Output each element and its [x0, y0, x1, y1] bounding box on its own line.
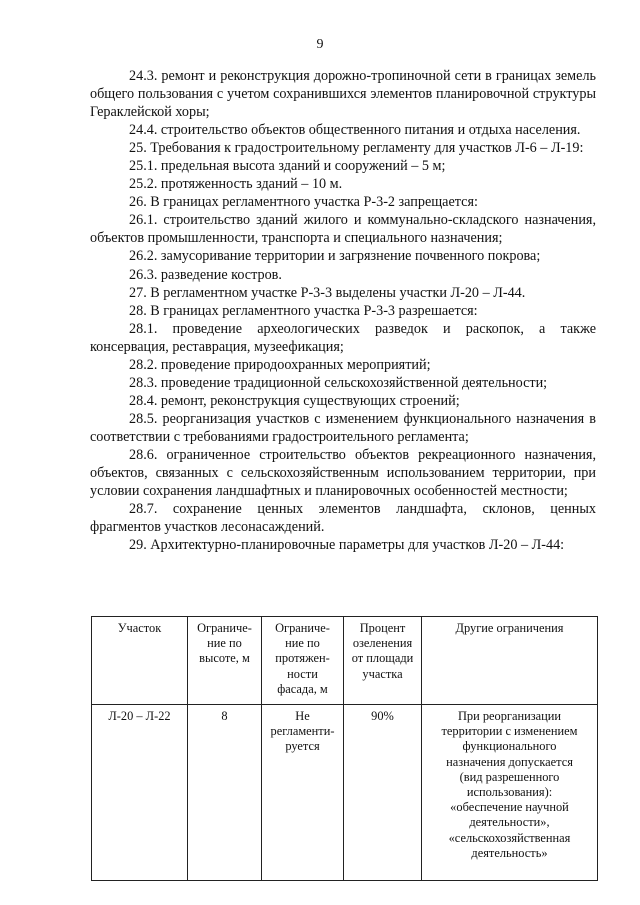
paragraph-28-5: 28.5. реорганизация участков с изменением функционального назначения в соответствии с требованиями градостроительного регламента; [90, 410, 596, 445]
header-plot: Участок [92, 617, 188, 705]
paragraph-28: 28. В границах регламентного участка Р-3-3 разрешается: [129, 302, 478, 319]
paragraph-28-7: 28.7. сохранение ценных элементов ландшафта, склонов, ценных фрагментов участков лесонасаждений. [90, 501, 596, 536]
header-height-limit: Ограниче- ние по высоте, м [188, 617, 262, 705]
header-other-restrictions: Другие ограничения [422, 617, 598, 705]
table-row [92, 705, 598, 881]
cell-height-limit: 8 [188, 705, 262, 881]
paragraph-28-6: 28.6. ограниченное строительство объектов рекреационного назначения, объектов, связанных с сельскохозяйственным использованием территории, при условии сохранения ландшафтных и планировочных особенностей местности; [90, 446, 596, 500]
cell-plot: Л-20 – Л-22 [92, 705, 188, 881]
paragraph-24-4: 24.4. строительство объектов общественного питания и отдыха населения. [129, 122, 581, 139]
paragraph-28-1: 28.1. проведение археологических разведок и раскопок, а также консервация, реставрация, музеефикация; [90, 320, 596, 355]
paragraph-24-3: 24.3. ремонт и реконструкция дорожно-тропиночной сети в границах земель общего пользования с учетом сохранившихся элементов планировочной структуры Гераклейской хоры; [90, 68, 596, 121]
paragraph-26-2: 26.2. замусоривание территории и загрязнение почвенного покрова; [129, 248, 541, 265]
parameters-table [91, 616, 598, 881]
paragraph-28-4: 28.4. ремонт, реконструкция существующих строений; [129, 392, 460, 409]
cell-facade-length-limit: Не регламенти- руется [262, 705, 344, 881]
paragraph-28-2: 28.2. проведение природоохранных мероприятий; [129, 356, 431, 373]
paragraph-25-2: 25.2. протяженность зданий – 10 м. [129, 176, 343, 193]
cell-greening-percent: 90% [344, 705, 422, 881]
paragraph-29: 29. Архитектурно-планировочные параметры для участков Л-20 – Л-44: [129, 537, 565, 554]
table-header-row [92, 617, 598, 705]
paragraph-25: 25. Требования к градостроительному регламенту для участков Л-6 – Л-19: [129, 140, 584, 157]
paragraph-26-1: 26.1. строительство зданий жилого и коммунально-складского назначения, объектов промышленности, транспорта и специального назначения; [90, 212, 596, 247]
paragraph-26: 26. В границах регламентного участка Р-3-2 запрещается: [129, 194, 478, 211]
paragraph-26-3: 26.3. разведение костров. [129, 266, 282, 283]
header-facade-length-limit: Ограниче- ние по протяжен- ности фасада, м [262, 617, 344, 705]
document-body [90, 67, 596, 554]
paragraph-27: 27. В регламентном участке Р-3-3 выделены участки Л-20 – Л-44. [129, 284, 526, 301]
paragraph-25-1: 25.1. предельная высота зданий и сооружений – 5 м; [129, 158, 446, 175]
header-greening-percent: Процент озеленения от площади участка [344, 617, 422, 705]
paragraph-28-3: 28.3. проведение традиционной сельскохозяйственной деятельности; [129, 374, 548, 391]
page-number: 9 [316, 37, 324, 52]
cell-other-restrictions: При реорганизации территории с изменением функционального назначения допускается (вид разрешенного использования): «обеспечение научной деятельности», «сельскохозяйственная деятельность» [422, 705, 598, 881]
